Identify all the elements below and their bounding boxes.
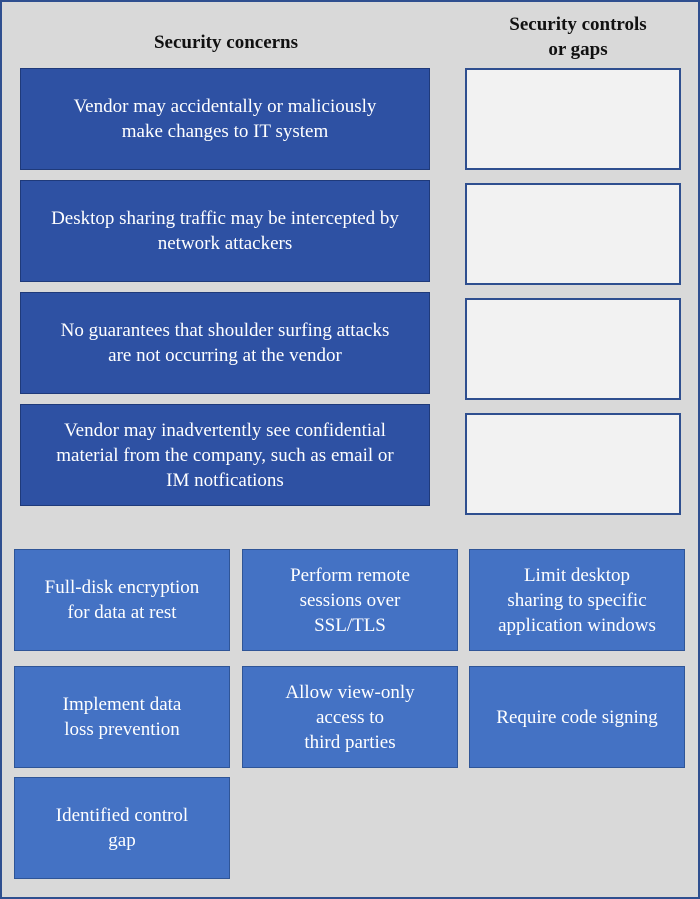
option-require-code-signing[interactable]	[469, 666, 685, 768]
option-label: Perform remote sessions over SSL/TLS	[290, 564, 410, 636]
option-label: Implement data loss prevention	[62, 694, 182, 740]
drop-target-slot-2[interactable]	[465, 183, 681, 285]
security-controls-heading: Security controls or gaps	[509, 14, 647, 60]
concern-text: No guarantees that shoulder surfing attacks are not occurring at the vendor	[60, 320, 390, 366]
concern-text: Desktop sharing traffic may be intercepted by network attackers	[51, 208, 399, 254]
option-full-disk-encryption[interactable]	[14, 549, 230, 651]
option-identified-control-gap[interactable]	[14, 777, 230, 879]
option-label: Full-disk encryption for data at rest	[44, 577, 200, 623]
option-label: Limit desktop sharing to specific application windows	[498, 564, 656, 636]
option-label: Allow view-only access to third parties	[285, 681, 415, 753]
concern-item	[20, 292, 430, 394]
concern-item	[20, 68, 430, 170]
concern-text: Vendor may inadvertently see confidential material from the company, such as email or IM notfications	[56, 419, 394, 491]
drop-target-slot-3[interactable]	[465, 298, 681, 400]
option-view-only-access[interactable]	[242, 666, 458, 768]
drop-target-slot-4[interactable]	[465, 413, 681, 515]
concern-item	[20, 180, 430, 282]
concern-text: Vendor may accidentally or maliciously make changes to IT system	[73, 96, 377, 142]
option-data-loss-prevention[interactable]	[14, 666, 230, 768]
security-concerns-heading: Security concerns	[153, 32, 299, 53]
option-label: Identified control gap	[55, 805, 189, 851]
drop-target-slot-1[interactable]	[465, 68, 681, 170]
concern-item	[20, 404, 430, 506]
option-label: Require code signing	[496, 706, 658, 728]
option-remote-sessions-ssl-tls[interactable]	[242, 549, 458, 651]
option-limit-desktop-sharing[interactable]	[469, 549, 685, 651]
